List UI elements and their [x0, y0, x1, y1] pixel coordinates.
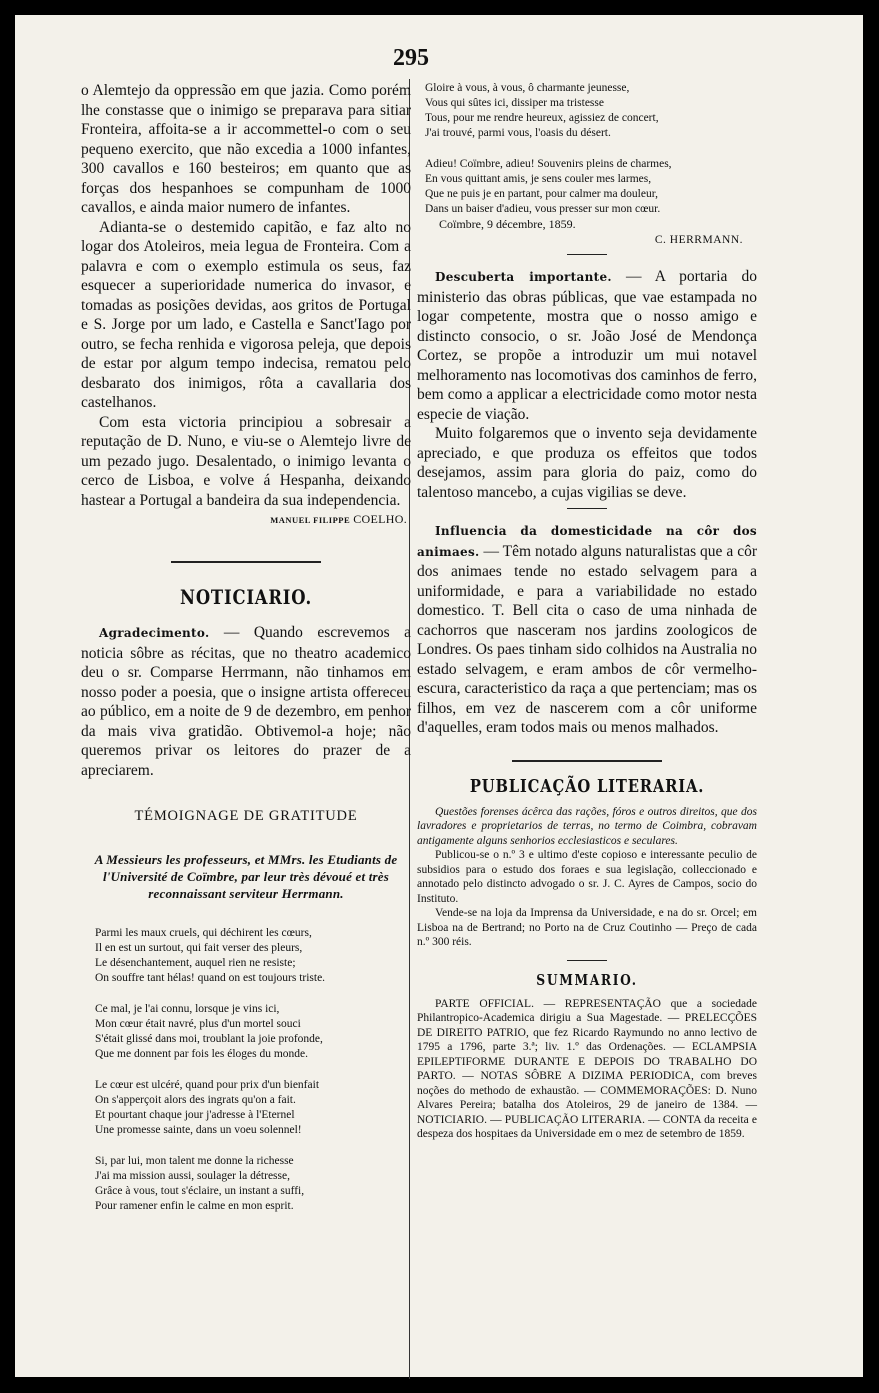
poem-line: Dans un baiser d'adieu, vous presser sur mon cœur.	[425, 203, 661, 215]
poem-stanza-3	[81, 1078, 411, 1138]
descoberta-paragraph	[417, 267, 757, 424]
descoberta-paragraph-2: Muito folgaremos que o invento seja devidamente apreciado, e que produza os effeitos que todos desejamos, assim para gloria do paiz, como do talentoso mancebo, a cujas vigilias se deve.	[417, 425, 757, 501]
newspaper-page	[15, 15, 863, 1377]
poem-line: Ce mal, je l'ai connu, lorsque je vins ici,	[95, 1003, 280, 1015]
summario-title: SUMMARIO.	[536, 970, 638, 989]
poem-line: Et pourtant chaque jour j'adresse à l'Eternel	[95, 1109, 295, 1121]
rule	[567, 960, 607, 961]
poem-stanza-4	[81, 1154, 411, 1214]
descoberta-text: — A portaria do ministerio das obras públicas, que vae estampada no logar competente, mostra que o nosso amigo e distincto consocio, o sr. João José de Mendonça Cortez, se propõe a introduzir um mui notavel melhoramento nas locomotivas dos caminhos de ferro, bem como a applicar a electricidade como motor nesta especie de viação.	[417, 268, 757, 423]
right-column	[417, 81, 757, 1142]
summario-text: PARTE OFFICIAL. — REPRESENTAÇÃO que a sociedade Philantropico-Academica dirigiu a Sua Magestade. — PRELECÇÕES DE DIREITO PATRIO, que fez Ricardo Raymundo no anno lectivo de 1795 a 1796, parte 3.ª; liv. 1.º das Ordenações. — ECLAMPSIA EPILEPTIFORME DURANTE E DEPOIS DO TRABALHO DO PARTO. — NOTAS SÔBRE A DIZIMA PERIODICA, com breves noções do methodo de exhaustão. — COMMEMORAÇÕES: D. Nuno Alvares Pereira; batalha dos Atoleiros, 29 de janeiro de 1384. — NOTICIARIO. — PUBLICAÇÃO LITERARIA. — CONTA da receita e despeza dos hospitaes da Universidade em o mez de setembro de 1859.	[417, 997, 757, 1140]
poem-line: J'ai trouvé, parmi vous, l'oasis du désert.	[425, 127, 611, 139]
agradecimento-heading: Agradecimento.	[99, 626, 210, 640]
poem-line: En vous quittant amis, je sens couler mes larmes,	[425, 173, 652, 185]
article-signature	[81, 512, 407, 527]
agradecimento-paragraph	[81, 623, 411, 780]
publicacao-book-title: Questões forenses ácêrca das rações, fóros e outros direitos, que dos lavradores e proprietarios de terras, no termo de Coimbra, cobravam antigamente alguns senhorios ecclesiasticos e seculares.	[417, 805, 757, 847]
article-signature-name: COELHO.	[353, 512, 407, 526]
descoberta-heading: Descuberta importante.	[435, 270, 612, 284]
left-column	[81, 81, 411, 1214]
poem-stanza-5	[417, 81, 757, 141]
poem-line: S'était glissé dans moi, troublant la joie profonde,	[95, 1033, 323, 1045]
poem-line: Parmi les maux cruels, qui déchirent les cœurs,	[95, 927, 312, 939]
poem-line: Adieu! Coïmbre, adieu! Souvenirs pleins de charmes,	[425, 158, 672, 170]
poem-line: Que me donnent par fois les éloges du monde.	[95, 1048, 309, 1060]
section-rule	[512, 760, 662, 762]
poem-line: Gloire à vous, à vous, ô charmante jeunesse,	[425, 82, 630, 94]
poem-line: J'ai ma mission aussi, soulager la détresse,	[95, 1170, 290, 1182]
page-number: 295	[393, 45, 429, 71]
poem-line: Si, par lui, mon talent me donne la richesse	[95, 1155, 294, 1167]
poem-stanza-2	[81, 1002, 411, 1062]
poem-line: On s'apperçoit alors des ingrats qu'on a fait.	[95, 1094, 296, 1106]
section-rule	[171, 561, 321, 563]
poem-line: Le désenchantement, auquel rien ne resiste;	[95, 957, 296, 969]
publicacao-paragraph-1: Publicou-se o n.º 3 e ultimo d'este copioso e interessante peculio de subsidios para o estudo dos foraes e sua legislação, colleccionado e annotado pelo distincto advogado o sr. J. C. Ayres de Campos, socio do Instituto.	[417, 849, 757, 905]
poem-line: Grâce à vous, tout s'éclaire, un instant a suffi,	[95, 1185, 305, 1197]
article-signature-caps: MANUEL FILIPPE	[270, 515, 351, 525]
poem-line: On souffre tant hélas! quand on est toujours triste.	[95, 972, 326, 984]
poem-title: TÉMOIGNAGE DE GRATITUDE	[134, 808, 358, 824]
agradecimento-text: — Quando escrevemos a noticia sôbre as récitas, que no theatro academico deu o sr. Comparse Herrmann, não tinhamos em nosso poder a poesia, que o insigne artista offereceu ao público, em a noite de 9 de dezembro, em penhor da mais viva gratidão. Obtivemol-a hoje; não queremos privar os leitores do prazer de a apreciarem.	[81, 624, 411, 779]
rule	[567, 254, 607, 255]
poem-place-date: Coïmbre, 9 décembre, 1859.	[439, 217, 576, 231]
poem-stanza-6	[417, 157, 757, 217]
rule	[567, 508, 607, 509]
influencia-heading: Influencia da domesticidade na côr dos animaes.	[417, 524, 757, 559]
noticiario-title: NOTICIARIO.	[180, 585, 312, 609]
poem-line: Que ne puis je en partant, pour calmer ma douleur,	[425, 188, 658, 200]
poem-line: Il en est un surtout, qui fait verser des pleurs,	[95, 942, 303, 954]
poem-signature: C. HERRMANN.	[654, 234, 743, 246]
publicacao-title: PUBLICAÇÃO LITERARIA.	[469, 775, 705, 797]
poem-line: Tous, pour me rendre heureux, agissiez de concert,	[425, 112, 659, 124]
poem-line: Mon cœur était navré, plus d'un mortel souci	[95, 1018, 301, 1030]
poem-line: Le cœur est ulcéré, quand pour prix d'un bienfait	[95, 1079, 320, 1091]
influencia-paragraph	[417, 521, 757, 738]
article-paragraph-1: o Alemtejo da oppressão em que jazia. Como porém lhe constasse que o inimigo se preparava para sitiar Fronteira, affoita-se a ir accommettel-o com o seu pequeno exercito, que não excedia a 1000 infantes, 300 cavallos e 160 besteiros; em quanto que as forças dos hespanhoes se compunham de 1000 cavallos, e ainda maior numero de infantes.	[81, 82, 411, 216]
influencia-text: — Têm notado alguns naturalistas que a côr dos animaes tende no estado selvagem para a uniformidade, e para a variabilidade no estado domestico. T. Bell cita o caso de uma ninhada de cachorros que nasceram nos jardins zoologicos de Londres. Os paes tinham sido colhidos na Australia no estado selvagem, e eram ambos de côr vermelho-escura, caracteristico da raça a que pertenciam; mas os filhos, em vez de nascerem com a côr uniforme d'aquelles, eram todos mais ou menos malhados.	[417, 542, 758, 736]
poem-stanza-1	[81, 926, 411, 986]
poem-line: Pour ramener enfin le calme en mon esprit.	[95, 1200, 294, 1212]
poem-line: Vous qui sûtes ici, dissiper ma tristesse	[425, 97, 604, 109]
poem-dedication: A Messieurs les professeurs, et MMrs. les Etudiants de l'Université de Coïmbre, par leur très dévoué et très reconnaissant serviteur Herrmann.	[94, 852, 398, 901]
publicacao-paragraph-2: Vende-se na loja da Imprensa da Universidade, e na do sr. Orcel; em Lisboa na de Bertrand; no Porto na de Cruz Coutinho — Preço de cada n.º 300 réis.	[417, 907, 757, 948]
poem-line: Une promesse sainte, dans un voeu solennel!	[95, 1124, 302, 1136]
article-paragraph-2: Adianta-se o destemido capitão, e faz alto no logar dos Atoleiros, meia legua de Fronteira. Com a palavra e com o exemplo estimula os seus, faz esquecer a superioridade numerica do invasor, e tomadas as posições devidas, aos gritos de Portugal e S. Jorge por um lado, e Castella e Sanct'Iago por outro, se fecha renhida e vigorosa peleja, que depois de estar por algum tempo indecisa, rematou pelo desbarato dos inimigos, rôta a cavallaria dos castelhanos.	[81, 218, 411, 411]
article-paragraph-3: Com esta victoria principiou a sobresair a reputação de D. Nuno, e viu-se o Alemtejo livre de um pezado jugo. Desalentado, o inimigo levanta o cerco de Lisboa, e volve á Hespanha, deixando hastear a Portugal a bandeira da sua independencia.	[81, 413, 411, 509]
